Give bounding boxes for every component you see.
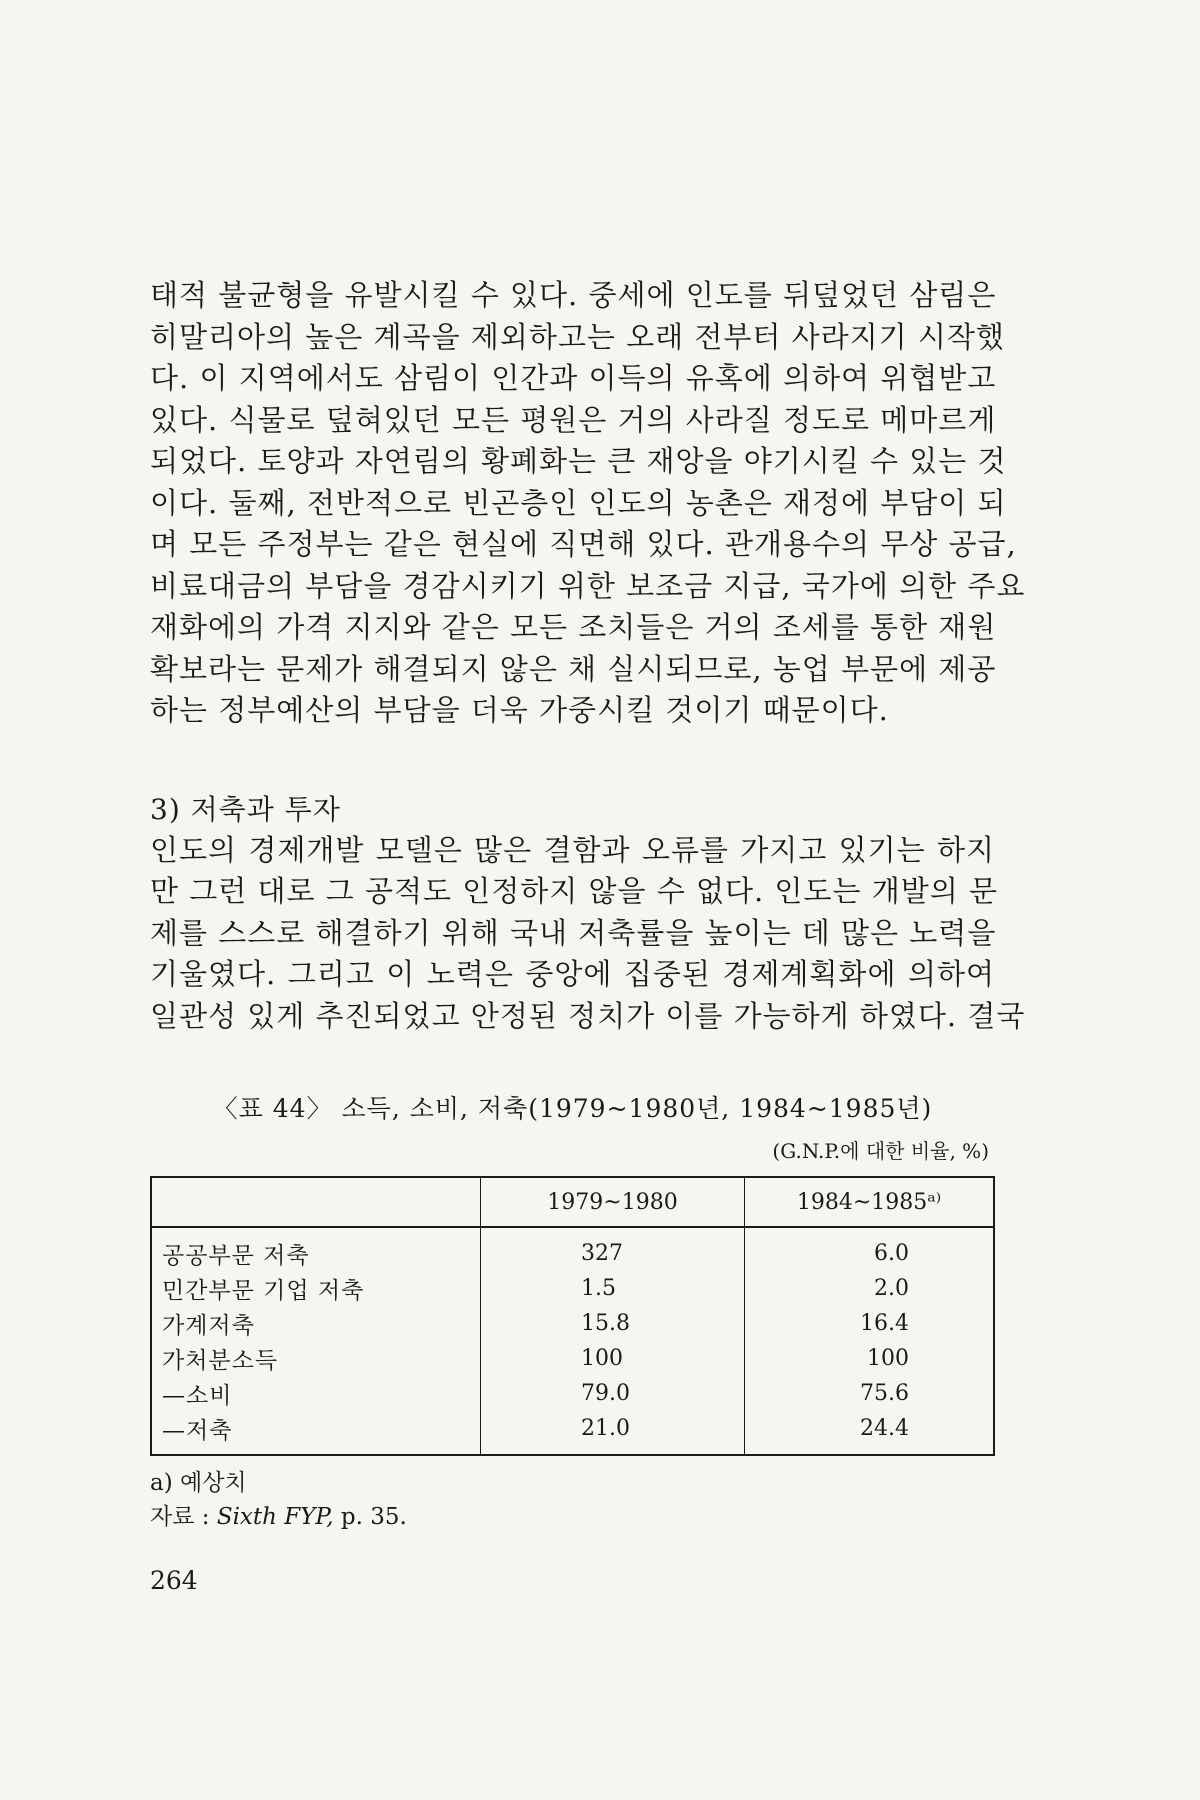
row-label: 가처분소득 bbox=[151, 1341, 481, 1376]
cell-value: 24.4 bbox=[860, 1416, 909, 1441]
cell-value: 75.6 bbox=[860, 1381, 909, 1406]
table-row bbox=[151, 1227, 994, 1271]
cell-value: 16.4 bbox=[860, 1311, 909, 1336]
cell-value: 21.0 bbox=[581, 1416, 630, 1441]
table-cell bbox=[481, 1227, 745, 1271]
paragraph-2 bbox=[150, 830, 1026, 1038]
table-cell bbox=[745, 1376, 995, 1411]
text-line: 비료대금의 부담을 경감시키기 위한 보조금 지급, 국가에 의한 주요 bbox=[150, 568, 1026, 603]
table-row bbox=[151, 1411, 994, 1455]
table-cell bbox=[745, 1411, 995, 1455]
table-row bbox=[151, 1306, 994, 1341]
footnote: a) 예상치 bbox=[150, 1470, 247, 1496]
row-label: 공공부문 저축 bbox=[151, 1227, 481, 1271]
row-label: —소비 bbox=[151, 1376, 481, 1411]
source-prefix: 자료 : bbox=[150, 1504, 217, 1530]
row-label: —저축 bbox=[151, 1411, 481, 1455]
cell-value: 1.5 bbox=[581, 1276, 616, 1301]
table-header-row bbox=[151, 1177, 994, 1227]
table-row bbox=[151, 1376, 994, 1411]
source-line bbox=[150, 1500, 995, 1534]
text-line: 다. 이 지역에서도 삼림이 인간과 이득의 유혹에 의하여 위협받고 bbox=[150, 361, 997, 395]
table-header-cell: 1984~1985ᵃ⁾ bbox=[745, 1177, 995, 1227]
row-label: 민간부문 기업 저축 bbox=[151, 1271, 481, 1306]
text-line: 히말리아의 높은 계곡을 제외하고는 오래 전부터 사라지기 시작했 bbox=[150, 319, 1005, 354]
table-title: 〈표 44〉 소득, 소비, 저축(1979~1980년, 1984~1985년) bbox=[212, 1094, 933, 1123]
table-row bbox=[151, 1341, 994, 1376]
table-unit: (G.N.P.에 대한 비율, %) bbox=[772, 1139, 989, 1163]
text-line: 있다. 식물로 덮혀있던 모든 평원은 거의 사라질 정도로 메마르게 bbox=[150, 402, 997, 437]
section-heading: 3) 저축과 투자 bbox=[150, 792, 341, 826]
row-label: 가계저축 bbox=[151, 1306, 481, 1341]
cell-value: 100 bbox=[867, 1346, 909, 1371]
text-line: 확보라는 문제가 해결되지 않은 채 실시되므로, 농업 부문에 제공 bbox=[150, 651, 997, 686]
text-line: 만 그런 대로 그 공적도 인정하지 않을 수 없다. 인도는 개발의 문 bbox=[150, 874, 998, 908]
cell-value: 327 bbox=[581, 1241, 623, 1266]
table-notes bbox=[150, 1466, 995, 1534]
cell-value: 100 bbox=[581, 1346, 623, 1371]
text-line: 제를 스스로 해결하기 위해 국내 저축률을 높이는 데 많은 노력을 bbox=[150, 915, 997, 950]
text-line: 일관성 있게 추진되었고 안정된 정치가 이를 가능하게 하였다. 결국 bbox=[150, 998, 1026, 1033]
text-line: 재화에의 가격 지지와 같은 모든 조치들은 거의 조세를 통한 재원 bbox=[150, 610, 997, 644]
page-body bbox=[150, 275, 1026, 1595]
table-header-cell: 1979~1980 bbox=[481, 1177, 745, 1227]
text-line: 기울였다. 그리고 이 노력은 중앙에 집중된 경제계획화에 의하여 bbox=[150, 957, 995, 991]
text-line: 하는 정부예산의 부담을 더욱 가중시킬 것이기 때문이다. bbox=[150, 693, 889, 727]
table-cell bbox=[745, 1341, 995, 1376]
text-line: 태적 불균형을 유발시킬 수 있다. 중세에 인도를 뒤덮었던 삼림은 bbox=[150, 278, 997, 312]
data-table bbox=[150, 1176, 995, 1456]
table-cell bbox=[481, 1341, 745, 1376]
source-page: p. 35. bbox=[333, 1504, 407, 1530]
cell-value: 15.8 bbox=[581, 1311, 630, 1336]
table-cell bbox=[745, 1271, 995, 1306]
table-cell bbox=[481, 1411, 745, 1455]
cell-value: 2.0 bbox=[874, 1276, 909, 1301]
cell-value: 79.0 bbox=[581, 1381, 630, 1406]
page-number: 264 bbox=[150, 1566, 198, 1595]
text-line: 되었다. 토양과 자연림의 황폐화는 큰 재앙을 야기시킬 수 있는 것 bbox=[150, 444, 1007, 478]
table-cell bbox=[745, 1227, 995, 1271]
cell-value: 6.0 bbox=[874, 1241, 909, 1266]
table-header-cell bbox=[151, 1177, 481, 1227]
text-line: 인도의 경제개발 모델은 많은 결함과 오류를 가지고 있기는 하지 bbox=[150, 832, 995, 867]
table-cell bbox=[481, 1271, 745, 1306]
table-cell bbox=[745, 1306, 995, 1341]
paragraph-1 bbox=[150, 275, 1026, 732]
table-row bbox=[151, 1271, 994, 1306]
text-line: 이다. 둘째, 전반적으로 빈곤층인 인도의 농촌은 재정에 부담이 되 bbox=[150, 485, 1007, 520]
table-cell bbox=[481, 1306, 745, 1341]
text-line: 며 모든 주정부는 같은 현실에 직면해 있다. 관개용수의 무상 공급, bbox=[150, 527, 1017, 561]
source-title: Sixth FYP, bbox=[216, 1504, 334, 1530]
table-cell bbox=[481, 1376, 745, 1411]
